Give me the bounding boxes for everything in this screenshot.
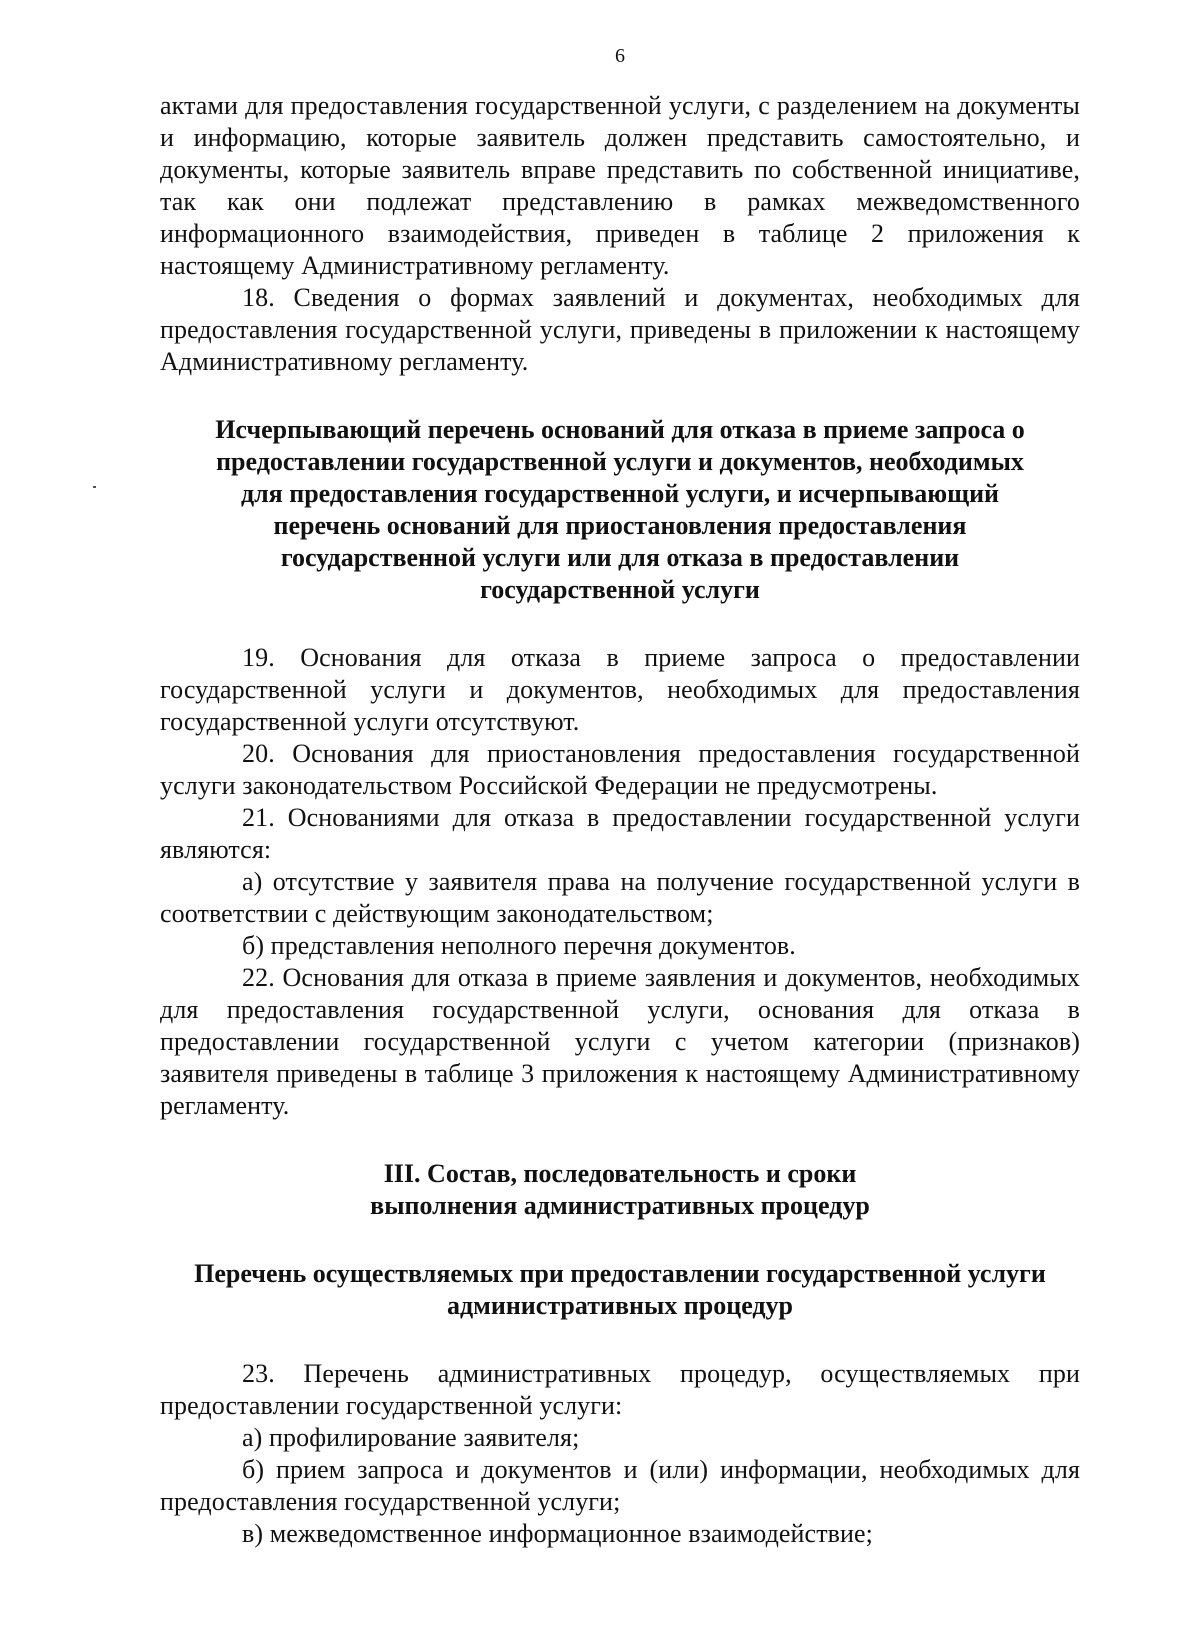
paragraph-21-a: а) отсутствие у заявителя права на получение государственной услуги в соответствии с действующим законодательством; [160, 867, 1080, 928]
paragraph-23-a: а) профилирование заявителя; [242, 1423, 580, 1452]
page-number: 6 [615, 45, 625, 67]
document-page [160, 0, 1080, 1652]
paragraph-23-b: б) прием запроса и документов и (или) информации, необходимых для предоставления государственной услуги; [160, 1455, 1080, 1516]
paragraph-intro: актами для предоставления государственной услуги, с разделением на документы и информацию, которые заявитель должен представить самостоятельно, и документы, которые заявитель вправе представить по собственной инициативе, так как они подлежат представлению в рамках межведомственного информационного взаимодействия, приведен в таблице 2 приложения к настоящему Административному регламенту. [160, 91, 1080, 280]
heading-refusal-grounds: Исчерпывающий перечень оснований для отказа в приеме запроса о предоставлении государственной услуги и документов, необходимых для предоставления государственной услуги, и исчерпывающий перечень оснований для приостановления предоставления государственной услуги или для отказа в предоставлении государственной услуги [215, 415, 1025, 604]
scan-margin-mark [93, 486, 96, 488]
paragraph-18: 18. Сведения о формах заявлений и документах, необходимых для предоставления государственной услуги, приведены в приложении к настоящему Административному регламенту. [160, 283, 1080, 376]
paragraph-22: 22. Основания для отказа в приеме заявления и документов, необходимых для предоставления государственной услуги, основания для отказа в предоставлении государственной услуги с учетом категории (признаков) заявителя приведены в таблице 3 приложения к настоящему Административному регламенту. [160, 963, 1080, 1120]
paragraph-23: 23. Перечень административных процедур, осуществляемых при предоставлении государственной услуги: [160, 1359, 1080, 1420]
heading-section-3: III. Состав, последовательность и сроки выполнения административных процедур [370, 1159, 870, 1220]
paragraph-20: 20. Основания для приостановления предоставления государственной услуги законодательством Российской Федерации не предусмотрены. [160, 739, 1080, 800]
heading-procedures-list: Перечень осуществляемых при предоставлении государственной услуги административных процедур [194, 1259, 1046, 1320]
paragraph-23-v: в) межведомственное информационное взаимодействие; [242, 1519, 874, 1548]
paragraph-21: 21. Основаниями для отказа в предоставлении государственной услуги являются: [160, 803, 1080, 864]
document-body [160, 90, 1080, 1550]
paragraph-21-b: б) представления неполного перечня документов. [242, 931, 796, 960]
paragraph-19: 19. Основания для отказа в приеме запроса о предоставлении государственной услуги и документов, необходимых для предоставления государственной услуги отсутствуют. [160, 643, 1080, 736]
